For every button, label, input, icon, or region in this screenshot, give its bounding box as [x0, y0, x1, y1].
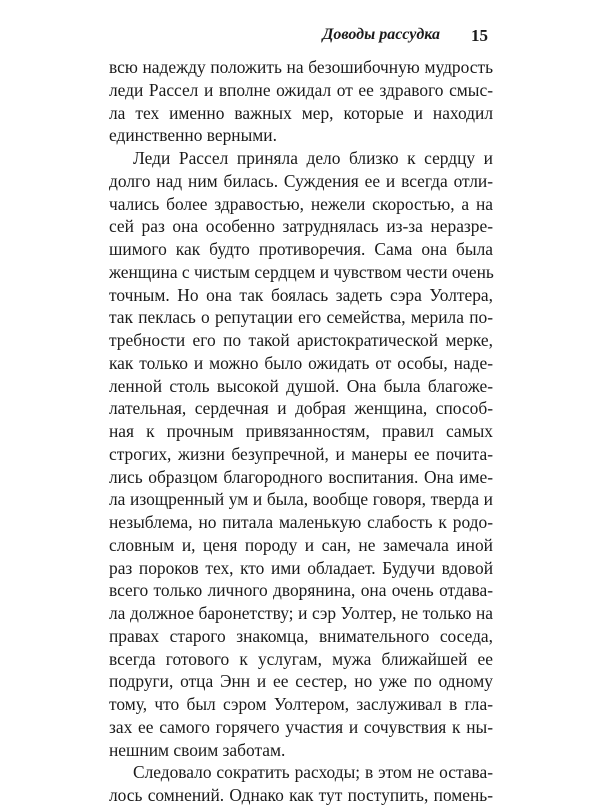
paragraph [109, 761, 493, 807]
text-line: Леди Рассел приняла дело близко к сердцу и [133, 148, 493, 168]
body-text [109, 56, 493, 807]
text-line: сей раз она особенно затруднялась из-за неразре- [109, 216, 493, 237]
text-line: Следовало сократить расходы; в этом не остава- [133, 762, 493, 783]
running-title: Доводы рассудка [322, 26, 440, 43]
text-line: ленной столь высокой душой. Она была благоже- [109, 375, 493, 396]
text-line: единственно верными. [109, 125, 277, 146]
text-line: лось сомнений. Однако как тут поступить, помень- [109, 785, 493, 805]
text-line: так пеклась о репутации его семейства, мерила по- [109, 307, 493, 328]
text-line: незыблема, но питала маленькую слабость к родо- [109, 512, 493, 532]
paragraph [109, 147, 493, 761]
text-line: ла тех имeнно важных мер, которые и находил [109, 102, 493, 123]
text-line: правах старого знакомца, внимательного соседа, [109, 625, 493, 646]
running-header [108, 26, 488, 50]
text-line: раз пороков тех, кто ими обладает. Будучи вдовой [109, 557, 493, 578]
text-line: точным. Но она так боялась задеть сэра Уолтера, [109, 284, 493, 305]
text-line: всю надежду положить на безошибочную мудрость [109, 57, 493, 77]
text-line: шимого как будто противоречия. Сама она была [109, 239, 493, 259]
text-line: словным и, ценя породу и сан, не замечала иной [109, 534, 493, 555]
text-line: подруги, отца Энн и ее сестер, но уже по одному [109, 671, 493, 692]
text-line: лательная, сердечная и добрая женщина, способ- [109, 398, 493, 419]
text-line: чались более здравостью, нежели скоростью, а на [109, 193, 493, 214]
text-line: ла должное баронетству; и сэр Уолтер, не только на [109, 603, 493, 623]
text-line: женщина с чистым сердцем и чувством чести очень [109, 261, 494, 282]
text-line: ла изощренный ум и была, вообще говоря, тверда и [109, 489, 493, 510]
text-line: ная к прочным привязанностям, правил самых [109, 421, 493, 441]
text-line: нешним своим заботам. [109, 739, 286, 760]
text-line: строгих, жизни безупречной, и манеры ее почита- [109, 443, 493, 464]
paragraph [109, 56, 493, 147]
text-line: лись образцом благородного воспитания. Она име- [109, 466, 493, 487]
text-line: тому, что был сэром Уолтером, заслуживал в гла- [109, 694, 493, 714]
page-number: 15 [471, 26, 488, 45]
text-line: долго над ним билась. Суждения ее и всегда отли- [109, 170, 493, 191]
text-line: леди Рассел и вполне ожидал от ее здравого смыс- [109, 79, 493, 100]
text-line: всего только личного дворянина, она очень отдава- [109, 580, 493, 601]
text-line: как только и можно было ожидать от особы, наде- [109, 352, 493, 373]
text-line: зах ее самого горячего участия и сочувствия к ны- [109, 716, 493, 737]
text-line: требности его по такой аристократической мерке, [109, 330, 493, 350]
text-line: всегда готового к услугам, мужа ближайшей ее [109, 648, 493, 669]
